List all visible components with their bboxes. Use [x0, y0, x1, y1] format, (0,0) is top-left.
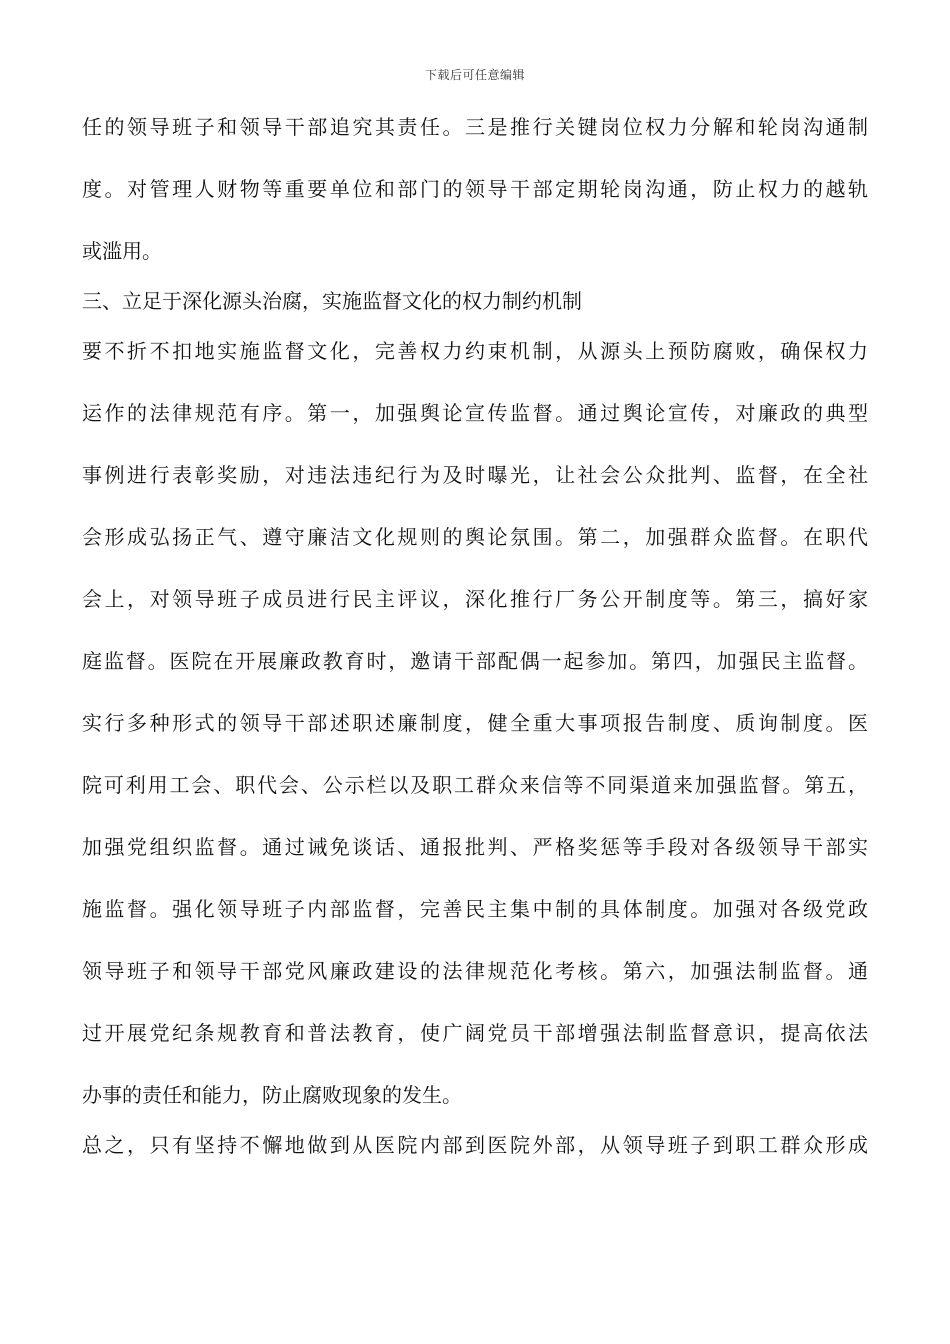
text-line: 任的领导班子和领导干部追究其责任。三是推行关键岗位权力分解和轮岗沟通制 [82, 115, 868, 139]
document-body [82, 117, 868, 1197]
text-line: 庭监督。医院在开展廉政教育时，邀请干部配偶一起参加。第四，加强民主监督。 [82, 649, 868, 673]
text-line: 过开展党纪条规教育和普法教育，使广阔党员干部增强法制监督意识，提高依法 [82, 1021, 868, 1045]
section-heading: 三、立足于深化源头治腐，实施监督文化的权力制约机制 [82, 289, 582, 313]
text-line: 会上，对领导班子成员进行民主评议，深化推行厂务公开制度等。第三，搞好家 [82, 587, 868, 611]
text-line: 总之，只有坚持不懈地做到从医院内部到医院外部，从领导班子到职工群众形成 [82, 1133, 868, 1157]
text-line: 领导班子和领导干部党风廉政建设的法律规范化考核。第六，加强法制监督。通 [82, 959, 868, 983]
header-note: 下载后可任意编辑 [424, 68, 525, 82]
text-line: 实行多种形式的领导干部述职述廉制度，健全重大事项报告制度、质询制度。医 [82, 711, 868, 735]
text-line: 施监督。强化领导班子内部监督，完善民主集中制的具体制度。加强对各级党政 [82, 897, 868, 921]
text-line: 要不折不扣地实施监督文化，完善权力约束机制，从源头上预防腐败，确保权力 [82, 339, 868, 363]
text-line: 院可利用工会、职代会、公示栏以及职工群众来信等不同渠道来加强监督。第五， [82, 773, 868, 797]
text-line: 会形成弘扬正气、遵守廉洁文化规则的舆论氛围。第二，加强群众监督。在职代 [82, 525, 868, 549]
text-line: 办事的责任和能力，防止腐败现象的发生。 [82, 1083, 462, 1107]
text-line: 度。对管理人财物等重要单位和部门的领导干部定期轮岗沟通，防止权力的越轨 [82, 177, 868, 201]
text-line: 加强党组织监督。通过诫免谈话、通报批判、严格奖惩等手段对各级领导干部实 [82, 835, 868, 859]
text-line: 运作的法律规范有序。第一，加强舆论宣传监督。通过舆论宣传，对廉政的典型 [82, 401, 868, 425]
text-line: 事例进行表彰奖励，对违法违纪行为及时曝光，让社会公众批判、监督，在全社 [82, 463, 868, 487]
text-line: 或滥用。 [82, 239, 162, 263]
